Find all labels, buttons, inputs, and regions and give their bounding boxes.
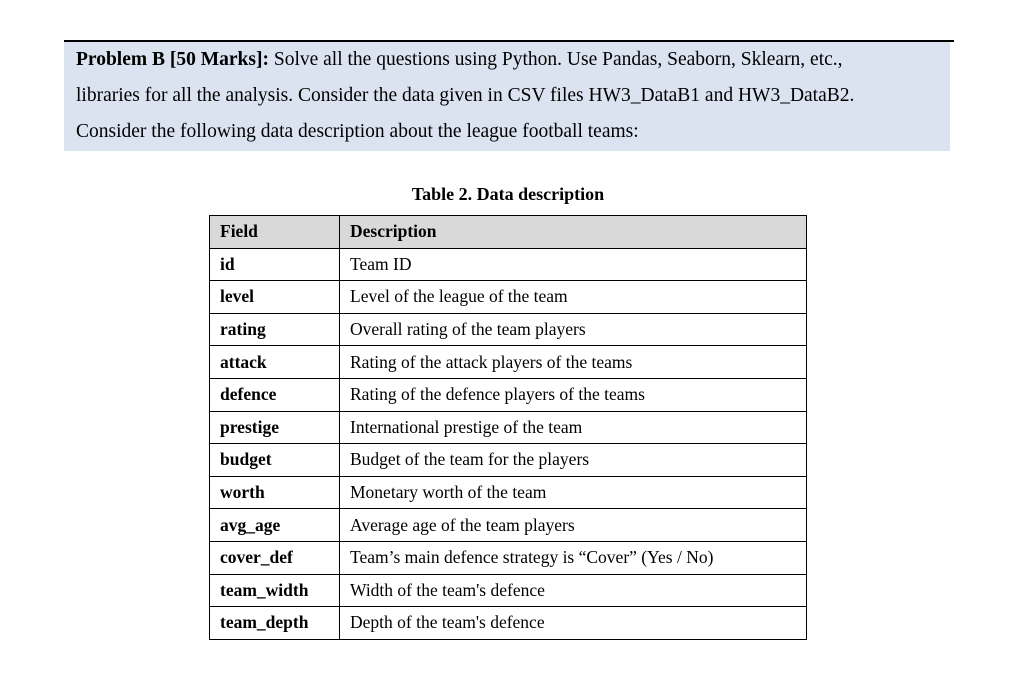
table-row — [210, 607, 807, 640]
field-cell: defence — [210, 378, 340, 411]
field-cell: rating — [210, 313, 340, 346]
description-cell: Rating of the defence players of the teams — [340, 378, 807, 411]
field-cell: worth — [210, 476, 340, 509]
table-row — [210, 281, 807, 314]
table-row — [210, 248, 807, 281]
table-row — [210, 346, 807, 379]
table-row — [210, 509, 807, 542]
problem-line-2: libraries for all the analysis. Consider the data given in CSV files HW3_DataB1 and HW3_DataB2. — [76, 85, 855, 106]
description-cell: Monetary worth of the team — [340, 476, 807, 509]
table-row — [210, 444, 807, 477]
table-row — [210, 378, 807, 411]
field-cell: attack — [210, 346, 340, 379]
table-row — [210, 541, 807, 574]
header-field: Field — [210, 216, 340, 249]
field-cell: team_depth — [210, 607, 340, 640]
problem-line-3: Consider the following data description about the league football teams: — [76, 121, 639, 142]
description-cell: Overall rating of the team players — [340, 313, 807, 346]
header-description: Description — [340, 216, 807, 249]
description-cell: International prestige of the team — [340, 411, 807, 444]
description-cell: Depth of the team's defence — [340, 607, 807, 640]
description-cell: Team ID — [340, 248, 807, 281]
table-row — [210, 411, 807, 444]
table-caption: Table 2. Data description — [411, 184, 605, 204]
table-header-row — [210, 216, 807, 249]
field-cell: avg_age — [210, 509, 340, 542]
description-cell: Team’s main defence strategy is “Cover” (Yes / No) — [340, 541, 807, 574]
description-cell: Budget of the team for the players — [340, 444, 807, 477]
problem-statement — [76, 42, 936, 150]
description-cell: Rating of the attack players of the teams — [340, 346, 807, 379]
field-cell: budget — [210, 444, 340, 477]
problem-line-1-text: Solve all the questions using Python. Use Pandas, Seaborn, Sklearn, etc., — [268, 49, 843, 70]
field-cell: cover_def — [210, 541, 340, 574]
table-row — [210, 476, 807, 509]
problem-title: Problem B [50 Marks]: — [76, 49, 269, 70]
problem-line-1 — [76, 42, 936, 78]
field-cell: id — [210, 248, 340, 281]
data-description-table — [209, 215, 807, 640]
table-row — [210, 313, 807, 346]
description-cell: Level of the league of the team — [340, 281, 807, 314]
description-cell: Average age of the team players — [340, 509, 807, 542]
description-cell: Width of the team's defence — [340, 574, 807, 607]
field-cell: level — [210, 281, 340, 314]
field-cell: team_width — [210, 574, 340, 607]
field-cell: prestige — [210, 411, 340, 444]
table-row — [210, 574, 807, 607]
